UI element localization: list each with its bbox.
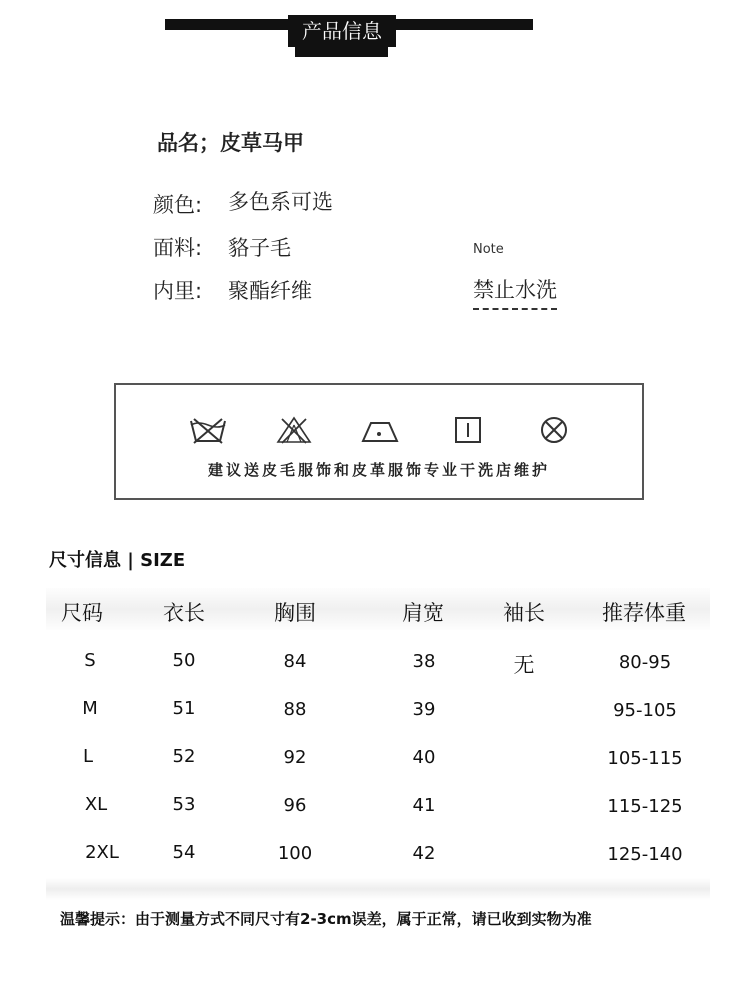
table-header-size: 尺码 [61, 601, 103, 625]
table-cell: 38 [412, 651, 436, 672]
table-cell: 51 [172, 698, 196, 719]
table-cell: 无 [513, 653, 535, 677]
fabric-label: 面料: [153, 236, 203, 260]
table-footer-shade [46, 878, 710, 900]
iron-icon [361, 415, 401, 445]
table-header-bust: 胸围 [274, 601, 316, 625]
table-cell: L [82, 746, 94, 767]
line-dry-icon [448, 415, 488, 445]
note-label: Note [473, 242, 504, 257]
size-section-title: 尺寸信息 | SIZE [49, 550, 186, 571]
table-cell: 115-125 [607, 796, 683, 817]
table-cell: 40 [412, 747, 436, 768]
care-text: 建议送皮毛服饰和皮革服饰专业干洗店维护 [207, 461, 550, 479]
wash-tub-cross-icon [188, 415, 228, 445]
fabric-value: 貉子毛 [228, 236, 291, 260]
table-header-weight: 推荐体重 [602, 601, 686, 625]
color-label: 颜色: [153, 193, 203, 217]
table-cell: 100 [277, 843, 313, 864]
table-header-shoulder: 肩宽 [402, 601, 444, 625]
no-tumble-dry-icon [534, 415, 574, 445]
table-cell: 53 [172, 794, 196, 815]
lining-value: 聚酯纤维 [228, 279, 312, 303]
table-cell: 88 [283, 699, 307, 720]
note-text: 禁止水洗 [473, 274, 557, 310]
product-name: 品名；皮草马甲 [157, 131, 304, 155]
table-cell: 50 [172, 650, 196, 671]
size-tip: 温馨提示：由于测量方式不同尺寸有2-3cm误差，属于正常，请已收到实物为准 [60, 910, 592, 928]
table-cell: XL [84, 794, 108, 815]
table-cell: 96 [283, 795, 307, 816]
table-cell: 105-115 [607, 748, 683, 769]
table-header-sleeve: 袖长 [503, 601, 545, 625]
table-header-length: 衣长 [163, 601, 205, 625]
table-cell: 95-105 [613, 700, 677, 721]
table-cell: 41 [412, 795, 436, 816]
table-cell: 80-95 [618, 652, 672, 673]
table-cell: M [82, 698, 98, 719]
table-cell: 52 [172, 746, 196, 767]
no-bleach-triangle-icon [274, 415, 314, 445]
table-cell: S [84, 650, 96, 671]
table-cell: 39 [412, 699, 436, 720]
lining-label: 内里: [153, 279, 203, 303]
table-cell: 42 [412, 843, 436, 864]
table-cell: 125-140 [607, 844, 683, 865]
section-title: 产品信息 [288, 15, 396, 47]
care-instructions-box [114, 383, 644, 500]
table-cell: 92 [283, 747, 307, 768]
table-cell: 54 [172, 842, 196, 863]
color-value: 多色系可选 [228, 190, 333, 214]
table-cell: 2XL [85, 842, 119, 863]
table-cell: 84 [283, 651, 307, 672]
